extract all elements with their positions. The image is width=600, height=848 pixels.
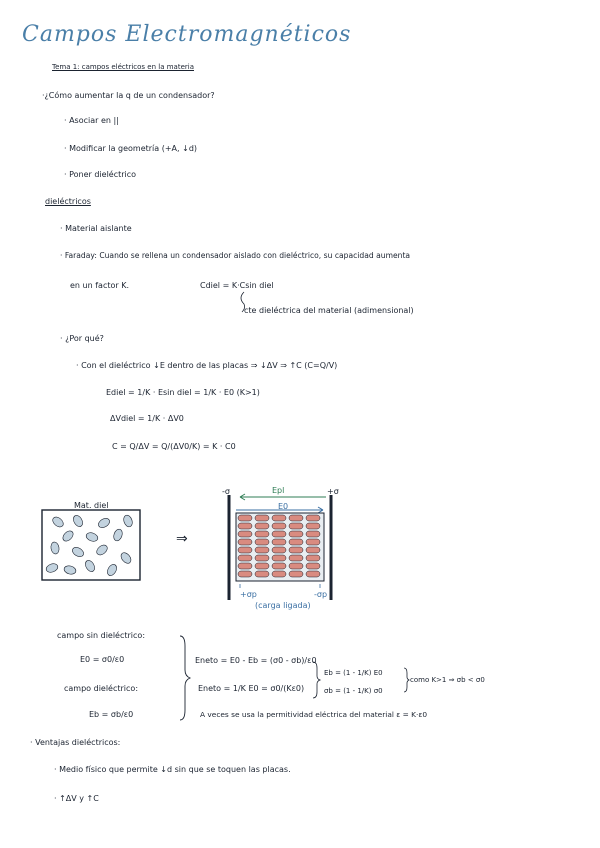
dielectric-constant-note: cte dieléctrica del material (adimensional) <box>244 306 414 315</box>
e0-formula: E0 = σ0/ε0 <box>80 655 125 664</box>
field-without-label: campo sin dieléctrico: <box>57 631 146 640</box>
material-label: Mat. diel <box>74 501 109 510</box>
bound-minus-label: -σp <box>314 590 328 599</box>
bullet-dielectric: · Poner dieléctrico <box>64 170 137 179</box>
cdiel-formula: Cdiel = K·Csin diel <box>200 281 274 290</box>
bullet-geometry: · Modificar la geometría (+A, ↓d) <box>64 144 198 153</box>
sigmab-result: σb = (1 - 1/K) σ0 <box>324 687 383 695</box>
eneto-formula-1: Eneto = E0 - Eb = (σ0 - σb)/ε0 <box>195 656 317 665</box>
implies-arrow: ⇒ <box>176 531 188 547</box>
formula-ediel: Ediel = 1/K · Esin diel = 1/K · E0 (K>1) <box>106 388 260 397</box>
e0-label: E0 <box>278 502 289 511</box>
permittivity-note: A veces se usa la permitividad eléctrica del material ε = K·ε0 <box>200 710 428 719</box>
field-reduction: · Con el dieléctrico ↓E dentro de las placas ⇒ ↓ΔV ⇒ ↑C (C=Q/V) <box>76 361 338 370</box>
advantages-heading: · Ventajas dieléctricos: <box>30 738 121 747</box>
minus-sigma-label: -σ <box>222 487 230 496</box>
eb-result: Eb = (1 - 1/K) E0 <box>324 669 383 677</box>
conclusion-brace <box>404 668 409 692</box>
result-brace <box>313 662 320 698</box>
plus-sigma-label: +σ <box>327 487 339 496</box>
capacitor-diagram <box>229 494 331 600</box>
faraday-text: · Faraday: Cuando se rellena un condensador aislado con dieléctrico, su capacidad aumenta <box>60 251 411 260</box>
question-capacity: ·¿Cómo aumentar la q de un condensador? <box>42 91 215 100</box>
dielectric-material-box <box>42 510 140 580</box>
formula-vdiel: ΔVdiel = 1/K · ΔV0 <box>110 414 184 423</box>
field-dielectric-label: campo dieléctrico: <box>64 684 139 693</box>
k-conclusion: como K>1 ⇒ σb < σ0 <box>410 676 485 684</box>
bullet-associate: · Asociar en || <box>64 116 119 125</box>
field-brace <box>180 636 190 720</box>
page-title: Campos Electromagnéticos <box>22 22 352 47</box>
why-question: · ¿Por qué? <box>60 334 104 343</box>
bound-charge-label: (carga ligada) <box>255 601 311 610</box>
section-heading: dieléctricos <box>45 197 91 206</box>
cdiel-brace <box>241 292 245 312</box>
formula-capacity: C = Q/ΔV = Q/(ΔV0/K) = K · C0 <box>112 442 236 451</box>
advantage-2: · ↑ΔV y ↑C <box>54 794 99 803</box>
topic-heading: Tema 1: campos eléctricos en la materia <box>52 63 194 71</box>
epl-label: Epl <box>272 486 285 495</box>
eb-formula: Eb = σb/ε0 <box>89 710 134 719</box>
advantage-1: · Medio físico que permite ↓d sin que se toquen las placas. <box>54 765 291 774</box>
bound-plus-label: +σp <box>240 590 257 599</box>
eneto-formula-2: Eneto = 1/K E0 = σ0/(Kε0) <box>198 684 305 693</box>
bullet-insulator: · Material aislante <box>60 224 132 233</box>
faraday-factor: en un factor K. <box>70 281 129 290</box>
